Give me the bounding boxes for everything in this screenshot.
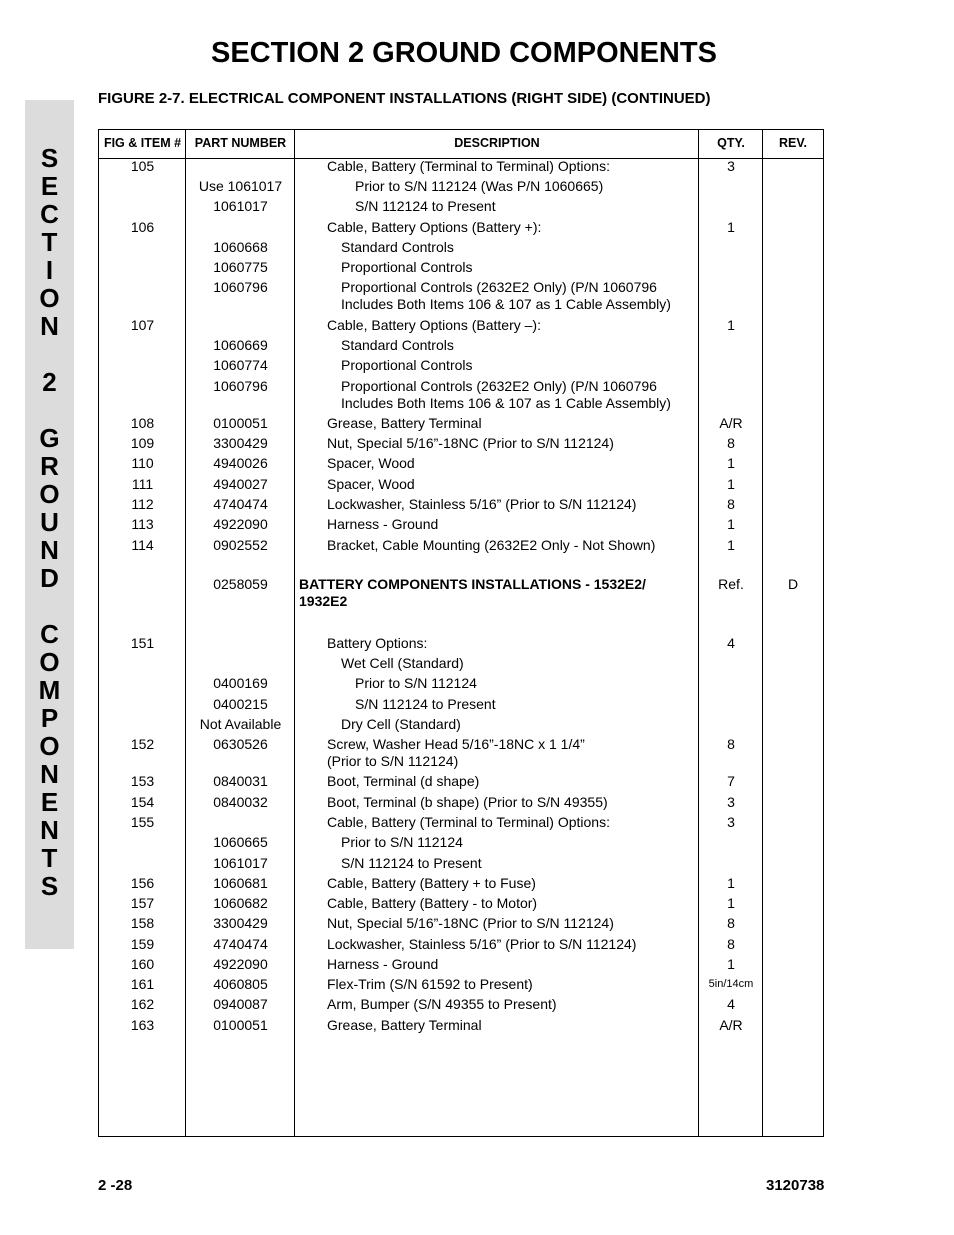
qty-cell: 4 xyxy=(727,635,735,651)
part-number-cell: 0630526 xyxy=(213,736,268,752)
description-line: Cable, Battery Options (Battery +): xyxy=(327,219,542,235)
qty-cell: A/R xyxy=(719,415,743,431)
description-cell xyxy=(299,317,727,334)
part-number-cell: Not Available xyxy=(199,716,282,732)
fig-item-cell: 112 xyxy=(131,496,154,512)
description-line: Flex-Trim (S/N 61592 to Present) xyxy=(327,976,533,992)
fig-item-cell: 161 xyxy=(130,976,155,992)
description-line: Cable, Battery (Battery - to Motor) xyxy=(327,895,538,911)
part-number-cell: 1060681 xyxy=(213,875,268,891)
qty-cell: 1 xyxy=(727,455,735,471)
sidebar-letter xyxy=(25,592,74,620)
description-cell xyxy=(299,716,741,733)
fig-item-cell: 109 xyxy=(130,435,155,451)
description-line: Cable, Battery (Battery + to Fuse) xyxy=(327,875,536,891)
description-cell xyxy=(299,476,727,493)
sidebar-letter: T xyxy=(41,227,58,257)
part-number-cell: 1060669 xyxy=(213,337,268,353)
sidebar-letter: T xyxy=(41,843,58,873)
header-fig-item: FIG & ITEM # xyxy=(103,136,182,150)
sidebar-letter xyxy=(25,340,74,368)
rev-cell: D xyxy=(787,576,799,592)
description-cell xyxy=(299,537,727,554)
qty-cell: 8 xyxy=(727,736,735,752)
description-cell xyxy=(299,239,741,256)
part-number-cell: 0258059 xyxy=(213,576,268,592)
description-cell xyxy=(299,1017,727,1034)
qty-cell: 8 xyxy=(727,936,735,952)
description-cell xyxy=(299,435,727,452)
part-number-cell: 1060796 xyxy=(213,279,268,295)
description-cell xyxy=(299,337,741,354)
description-cell xyxy=(299,814,727,831)
description-cell xyxy=(299,956,727,973)
description-line: Lockwasher, Stainless 5/16” (Prior to S/N 112124) xyxy=(327,936,637,952)
description-line: Battery Options: xyxy=(327,635,428,651)
qty-cell: 1 xyxy=(727,895,735,911)
part-number-cell: 1060682 xyxy=(213,895,268,911)
sidebar-letter: S xyxy=(40,143,59,173)
sidebar-letter: N xyxy=(40,815,59,845)
sidebar-letter: N xyxy=(40,759,59,789)
part-number-cell: 1060774 xyxy=(213,357,268,373)
sidebar-letter: C xyxy=(40,199,59,229)
part-number-cell: 0840032 xyxy=(213,794,268,810)
qty-cell: 1 xyxy=(727,537,735,553)
description-cell xyxy=(299,635,727,652)
table-header xyxy=(99,130,823,159)
part-number-cell: 4940027 xyxy=(213,476,268,492)
description-line: Spacer, Wood xyxy=(327,455,415,471)
qty-cell: 4 xyxy=(727,996,735,1012)
sidebar-letter: 2 xyxy=(42,367,57,397)
description-line: Nut, Special 5/16”-18NC (Prior to S/N 112124) xyxy=(327,915,614,931)
sidebar-letter: O xyxy=(39,479,60,509)
part-number-cell: Use 1061017 xyxy=(198,178,283,194)
header-qty: QTY. xyxy=(717,136,745,150)
description-cell xyxy=(299,875,727,892)
qty-cell: 8 xyxy=(727,915,735,931)
sidebar-letter: S xyxy=(40,871,59,901)
section-sidebar-tab xyxy=(25,100,74,949)
fig-item-cell: 110 xyxy=(131,455,154,471)
description-line: Prior to S/N 112124 xyxy=(355,675,477,691)
sidebar-letter: M xyxy=(38,675,61,705)
header-part-number: PART NUMBER xyxy=(194,136,287,150)
fig-item-cell: 153 xyxy=(130,773,155,789)
fig-item-cell: 163 xyxy=(130,1017,155,1033)
description-line: S/N 112124 to Present xyxy=(355,696,496,712)
header-description: DESCRIPTION xyxy=(454,136,540,150)
qty-cell: 1 xyxy=(727,956,735,972)
fig-item-cell: 156 xyxy=(130,875,155,891)
page-number: 2 -28 xyxy=(98,1177,133,1194)
description-cell xyxy=(299,675,755,692)
description-line: Arm, Bumper (S/N 49355 to Present) xyxy=(327,996,557,1012)
part-number-cell: 0840031 xyxy=(213,773,268,789)
sidebar-letter: O xyxy=(39,731,60,761)
qty-cell: 1 xyxy=(727,219,735,235)
fig-item-cell: 162 xyxy=(130,996,155,1012)
part-number-cell: 4922090 xyxy=(213,516,268,532)
description-line: Harness - Ground xyxy=(327,516,439,532)
description-cell xyxy=(299,794,727,811)
qty-cell: 1 xyxy=(727,875,735,891)
part-number-cell: 4740474 xyxy=(213,496,268,512)
sidebar-letter: N xyxy=(40,535,59,565)
description-line: Wet Cell (Standard) xyxy=(341,655,464,671)
part-number-cell: 1060668 xyxy=(213,239,268,255)
sidebar-letter: D xyxy=(40,563,59,593)
description-cell xyxy=(299,259,741,276)
part-number-cell: 0400169 xyxy=(213,675,268,691)
description-cell xyxy=(299,895,727,912)
qty-cell: 5in/14cm xyxy=(708,978,754,990)
description-line: Cable, Battery (Terminal to Terminal) Options: xyxy=(327,814,610,830)
sidebar-letter: R xyxy=(40,451,59,481)
header-rev: REV. xyxy=(778,136,808,150)
part-number-cell: 4060805 xyxy=(213,976,268,992)
section-title: SECTION 2 GROUND COMPONENTS xyxy=(211,37,717,69)
part-number-cell: 4922090 xyxy=(213,956,268,972)
description-line: Cable, Battery (Terminal to Terminal) Options: xyxy=(327,158,610,174)
description-cell xyxy=(299,198,755,215)
qty-cell: 8 xyxy=(727,435,735,451)
description-cell xyxy=(299,219,727,236)
description-cell xyxy=(299,773,727,790)
description-line: Proportional Controls xyxy=(341,357,473,373)
description-line: Standard Controls xyxy=(341,239,454,255)
sidebar-letter: C xyxy=(40,619,59,649)
description-cell xyxy=(299,378,741,412)
fig-item-cell: 111 xyxy=(131,476,154,492)
part-number-cell: 0100051 xyxy=(213,415,268,431)
description-cell xyxy=(299,516,727,533)
description-line: Nut, Special 5/16”-18NC (Prior to S/N 112124) xyxy=(327,435,614,451)
figure-title: FIGURE 2-7. ELECTRICAL COMPONENT INSTALLATIONS (RIGHT SIDE) (CONTINUED) xyxy=(98,90,711,107)
description-cell xyxy=(299,915,727,932)
qty-cell: 3 xyxy=(727,794,735,810)
fig-item-cell: 155 xyxy=(130,814,155,830)
part-number-cell: 3300429 xyxy=(213,915,268,931)
description-line: S/N 112124 to Present xyxy=(341,855,482,871)
sidebar-letter: O xyxy=(39,647,60,677)
fig-item-cell: 107 xyxy=(130,317,155,333)
sidebar-letter: U xyxy=(40,507,59,537)
description-line: Boot, Terminal (b shape) (Prior to S/N 49355) xyxy=(327,794,608,810)
part-number-cell: 1060665 xyxy=(213,834,268,850)
fig-item-cell: 158 xyxy=(130,915,155,931)
description-cell xyxy=(299,455,727,472)
qty-cell: 1 xyxy=(727,476,735,492)
part-number-cell: 0100051 xyxy=(213,1017,268,1033)
description-line: Proportional Controls (2632E2 Only) (P/N 1060796 xyxy=(341,378,657,394)
part-number-cell: 4940026 xyxy=(213,455,268,471)
description-line: Lockwasher, Stainless 5/16” (Prior to S/N 112124) xyxy=(327,496,637,512)
fig-item-cell: 114 xyxy=(131,537,154,553)
description-line: Includes Both Items 106 & 107 as 1 Cable Assembly) xyxy=(341,296,671,312)
description-line: Proportional Controls (2632E2 Only) (P/N 1060796 xyxy=(341,279,657,295)
part-number-cell: 3300429 xyxy=(213,435,268,451)
fig-item-cell: 108 xyxy=(130,415,155,431)
qty-cell: 3 xyxy=(727,814,735,830)
sidebar-letter: E xyxy=(40,787,59,817)
part-number-cell: 0940087 xyxy=(213,996,268,1012)
fig-item-cell: 152 xyxy=(130,736,155,752)
part-number-cell: 0400215 xyxy=(213,696,268,712)
qty-cell: 7 xyxy=(727,773,735,789)
part-number-cell: 1060775 xyxy=(213,259,268,275)
fig-item-cell: 159 xyxy=(130,936,155,952)
fig-item-cell: 113 xyxy=(131,516,154,532)
fig-item-cell: 160 xyxy=(130,956,155,972)
description-line: Includes Both Items 106 & 107 as 1 Cable Assembly) xyxy=(341,395,671,411)
sidebar-vertical-title xyxy=(25,144,74,900)
qty-cell: 8 xyxy=(727,496,735,512)
parts-table xyxy=(98,129,824,1137)
part-number-cell: 1060796 xyxy=(213,378,268,394)
description-line: Prior to S/N 112124 (Was P/N 1060665) xyxy=(355,178,604,194)
description-line: S/N 112124 to Present xyxy=(355,198,496,214)
qty-cell: 3 xyxy=(727,158,735,174)
part-number-cell: 4740474 xyxy=(213,936,268,952)
sidebar-letter: E xyxy=(40,171,59,201)
sidebar-letter: G xyxy=(39,423,60,453)
description-line: Prior to S/N 112124 xyxy=(341,834,463,850)
sidebar-letter: P xyxy=(40,703,59,733)
qty-cell: Ref. xyxy=(718,576,744,592)
description-line: Grease, Battery Terminal xyxy=(327,1017,482,1033)
qty-cell: A/R xyxy=(719,1017,743,1033)
description-cell xyxy=(299,696,755,713)
description-cell xyxy=(299,357,741,374)
description-cell xyxy=(299,415,727,432)
description-line: Bracket, Cable Mounting (2632E2 Only - Not Shown) xyxy=(327,537,656,553)
part-number-cell: 1061017 xyxy=(213,198,268,214)
qty-cell: 1 xyxy=(727,317,735,333)
description-line: Proportional Controls xyxy=(341,259,473,275)
fig-item-cell: 157 xyxy=(130,895,155,911)
part-number-cell: 1061017 xyxy=(213,855,268,871)
description-line: 1932E2 xyxy=(299,593,348,609)
description-line: Boot, Terminal (d shape) xyxy=(327,773,480,789)
description-line: Grease, Battery Terminal xyxy=(327,415,482,431)
description-cell xyxy=(299,855,741,872)
description-cell xyxy=(299,279,741,313)
document-number: 3120738 xyxy=(766,1177,825,1194)
fig-item-cell: 151 xyxy=(130,635,155,651)
description-cell xyxy=(299,576,699,610)
description-cell xyxy=(299,834,741,851)
part-number-cell: 0902552 xyxy=(213,537,268,553)
description-cell xyxy=(299,976,727,993)
description-cell xyxy=(299,158,727,175)
description-line: BATTERY COMPONENTS INSTALLATIONS - 1532E2/ xyxy=(299,576,646,592)
description-cell xyxy=(299,496,727,513)
sidebar-letter: I xyxy=(45,255,54,285)
qty-cell: 1 xyxy=(727,516,735,532)
sidebar-letter: N xyxy=(40,311,59,341)
description-line: (Prior to S/N 112124) xyxy=(327,753,459,769)
fig-item-cell: 106 xyxy=(130,219,155,235)
description-line: Dry Cell (Standard) xyxy=(341,716,461,732)
description-cell xyxy=(299,736,727,770)
fig-item-cell: 105 xyxy=(130,158,155,174)
description-cell xyxy=(299,178,755,195)
description-cell xyxy=(299,936,727,953)
description-line: Harness - Ground xyxy=(327,956,439,972)
sidebar-letter: O xyxy=(39,283,60,313)
description-line: Standard Controls xyxy=(341,337,454,353)
description-line: Spacer, Wood xyxy=(327,476,415,492)
description-line: Screw, Washer Head 5/16”-18NC x 1 1/4” xyxy=(327,736,585,752)
description-cell xyxy=(299,996,727,1013)
sidebar-letter xyxy=(25,396,74,424)
description-cell xyxy=(299,655,741,672)
fig-item-cell: 154 xyxy=(130,794,155,810)
description-line: Cable, Battery Options (Battery –): xyxy=(327,317,541,333)
